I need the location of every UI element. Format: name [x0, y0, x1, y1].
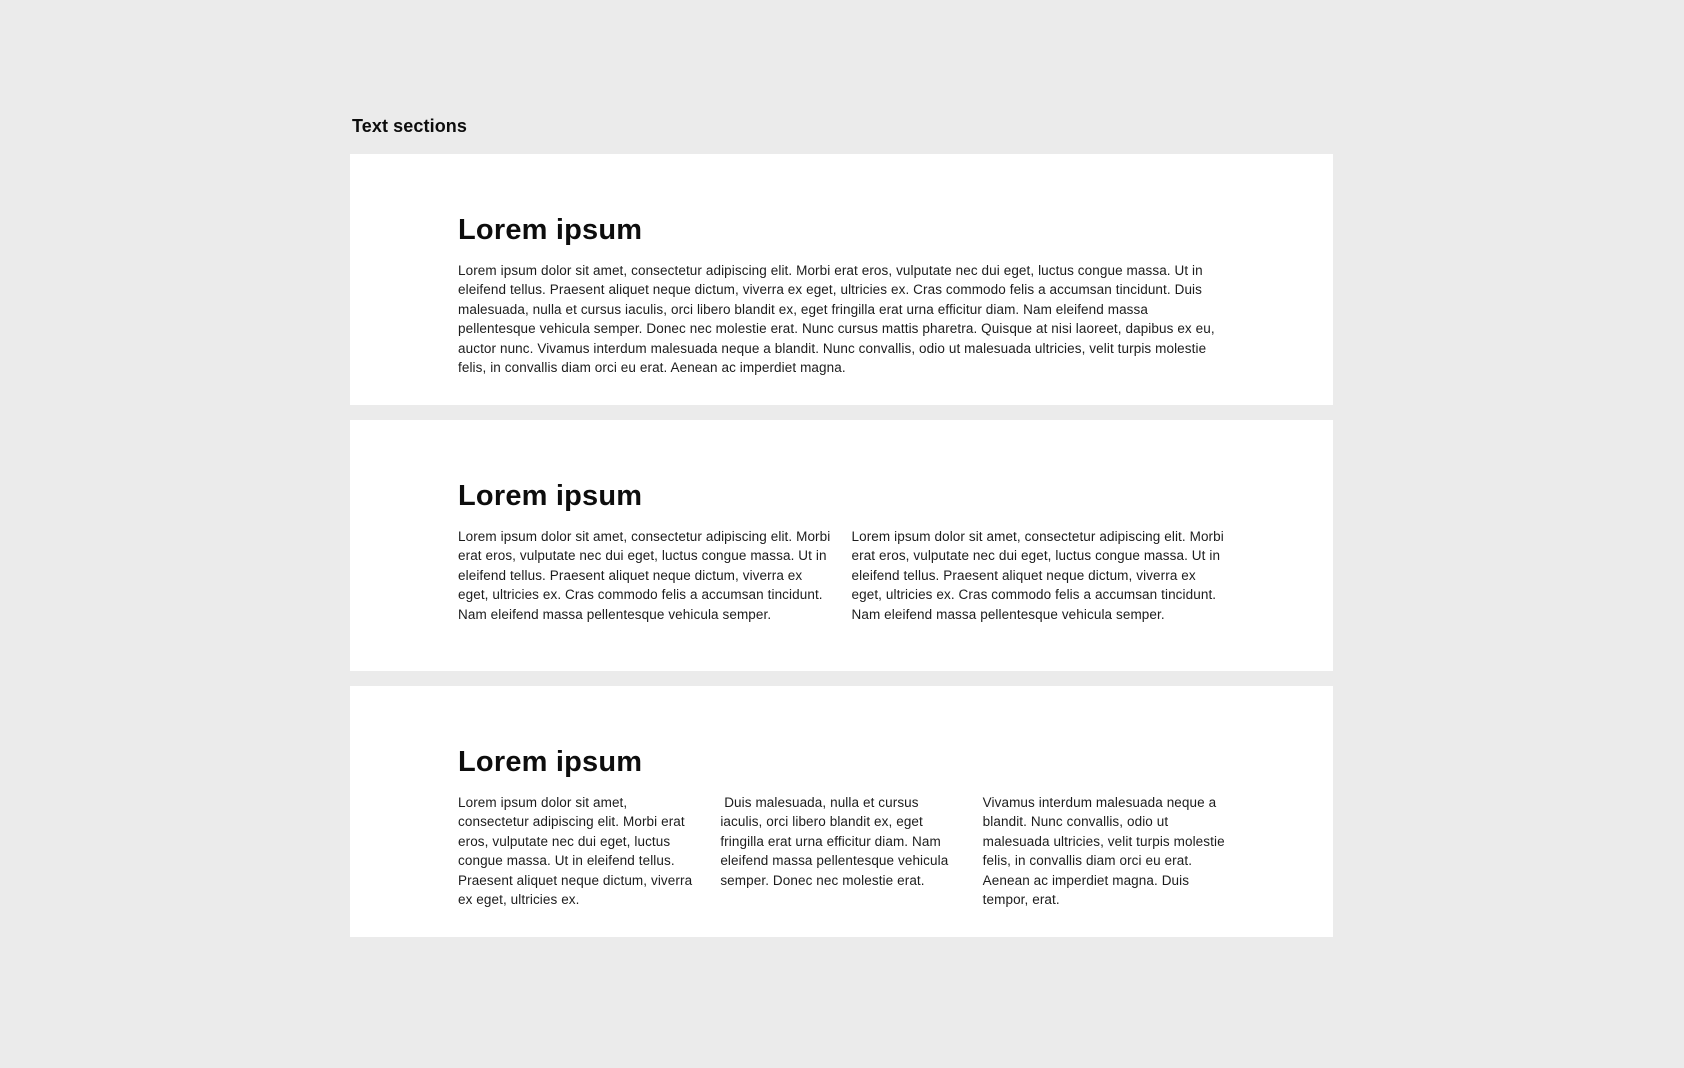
section-paragraph: Vivamus interdum malesuada neque a blandit. Nunc convallis, odio ut malesuada ultricies, velit turpis molestie felis, in convallis diam orci eu erat. Aenean ac imperdiet magna. Duis tempor, erat.: [982, 794, 1229, 907]
text-section-card-2: [350, 420, 1333, 671]
section-columns: [458, 527, 1228, 624]
section-columns: [458, 261, 1225, 378]
section-heading: Lorem ipsum: [458, 214, 643, 246]
page-title: Text sections: [352, 116, 468, 136]
section-paragraph: Lorem ipsum dolor sit amet, consectetur adipiscing elit. Morbi erat eros, vulputate nec dui eget, luctus congue massa. Ut in eleifend tellus. Praesent aliquet neque dictum, viverra ex eget, ultricies ex.: [458, 794, 697, 907]
text-section-card-3: [350, 686, 1333, 937]
text-section-card-1: [350, 154, 1333, 405]
section-heading: Lorem ipsum: [458, 480, 643, 512]
section-heading: Lorem ipsum: [458, 746, 643, 778]
section-paragraph: Lorem ipsum dolor sit amet, consectetur adipiscing elit. Morbi erat eros, vulputate nec dui eget, luctus congue massa. Ut in eleifend tellus. Praesent aliquet neque dictum, viverra ex eget, ultricies ex. Cras commodo felis a accumsan tincidunt. Nam eleifend massa pellentesque vehicula semper.: [851, 528, 1228, 622]
section-paragraph: Duis malesuada, nulla et cursus iaculis, orci libero blandit ex, eget fringilla erat urna efficitur diam. Nam eleifend massa pellentesque vehicula semper. Donec nec molestie erat.: [720, 794, 953, 888]
section-paragraph: Lorem ipsum dolor sit amet, consectetur adipiscing elit. Morbi erat eros, vulputate nec dui eget, luctus congue massa. Ut in eleifend tellus. Praesent aliquet neque dictum, viverra ex eget, ultricies ex. Cras commodo felis a accumsan tincidunt. Nam eleifend massa pellentesque vehicula semper.: [458, 528, 835, 622]
section-columns: [458, 793, 1229, 910]
section-paragraph: Lorem ipsum dolor sit amet, consectetur adipiscing elit. Morbi erat eros, vulputate nec dui eget, luctus congue massa. Ut in eleifend tellus. Praesent aliquet neque dictum, viverra ex eget, ultricies ex. Cras commodo felis a accumsan tincidunt. Duis malesuada, nulla et cursus iaculis, orci libero blandit ex, eget fringilla erat urna efficitur diam. Nam eleifend massa pellentesque vehicula semper. Donec nec molestie erat. Nunc cursus mattis pharetra. Quisque at nisi laoreet, dapibus ex eu, auctor nunc. Vivamus interdum malesuada neque a blandit. Nunc convallis, odio ut malesuada ultricies, velit turpis molestie felis, in convallis diam orci eu erat. Aenean ac imperdiet magna.: [458, 262, 1219, 375]
content-area: [350, 116, 1333, 952]
